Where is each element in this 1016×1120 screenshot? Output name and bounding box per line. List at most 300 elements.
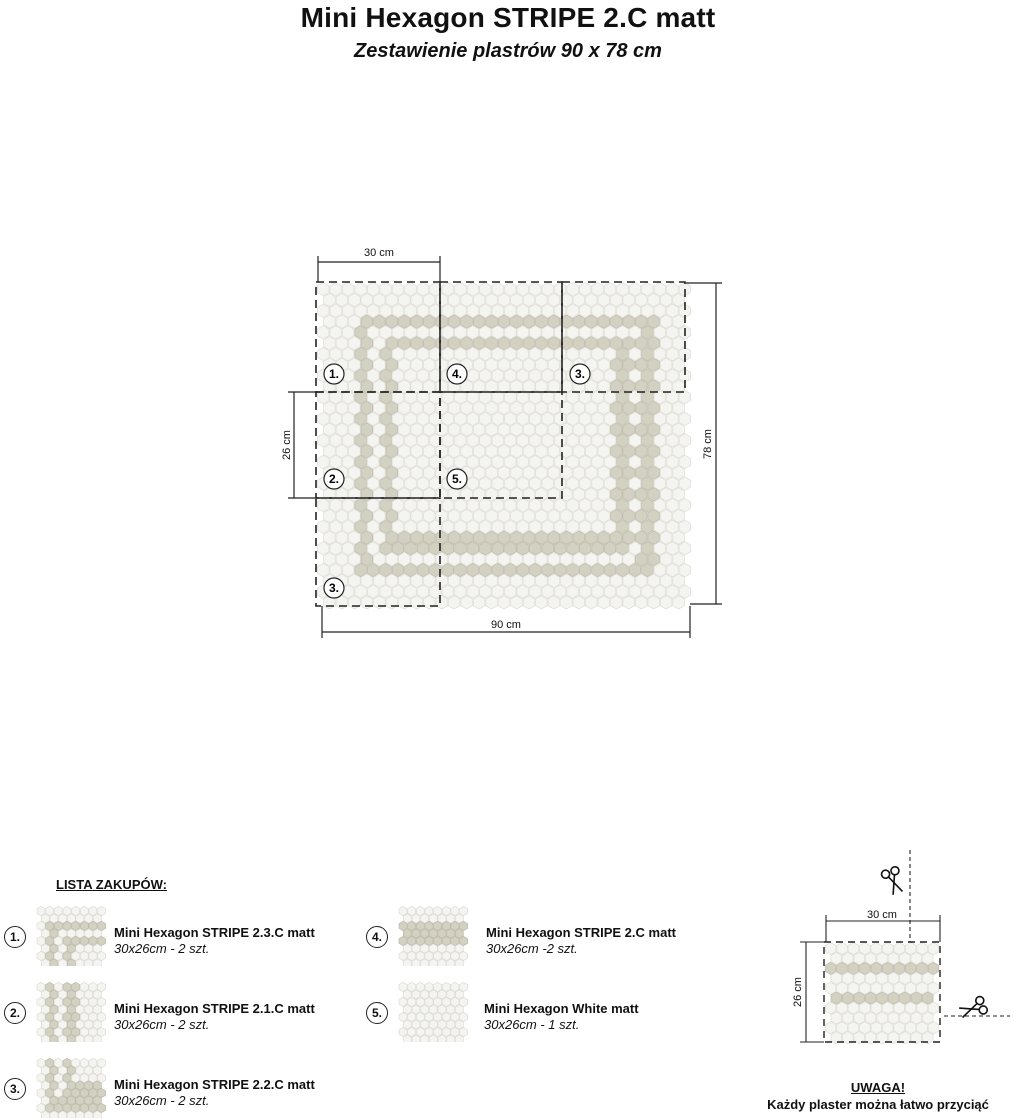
stripe-hexagon bbox=[573, 531, 585, 544]
stripe-hexagon bbox=[642, 326, 654, 339]
stripe-hexagon bbox=[523, 531, 535, 544]
white-hexagon bbox=[448, 423, 460, 436]
stripe-hexagon bbox=[455, 542, 467, 555]
stripe-hexagon bbox=[460, 936, 468, 945]
stripe-hexagon bbox=[611, 380, 623, 393]
white-hexagon bbox=[604, 347, 616, 360]
stripe-hexagon bbox=[442, 936, 450, 945]
stripe-hexagon bbox=[648, 509, 660, 522]
white-hexagon bbox=[367, 369, 379, 382]
white-hexagon bbox=[660, 423, 672, 436]
white-hexagon bbox=[480, 520, 492, 533]
item-name: Mini Hexagon White matt bbox=[484, 1001, 639, 1016]
white-hexagon bbox=[461, 488, 473, 501]
white-hexagon bbox=[554, 477, 566, 490]
stripe-hexagon bbox=[67, 944, 75, 953]
stripe-hexagon bbox=[529, 542, 541, 555]
white-hexagon bbox=[448, 445, 460, 458]
white-hexagon bbox=[673, 466, 685, 479]
white-hexagon bbox=[54, 982, 62, 991]
white-hexagon bbox=[374, 466, 386, 479]
stripe-hexagon bbox=[380, 520, 392, 533]
white-hexagon bbox=[654, 304, 666, 317]
white-hexagon bbox=[330, 434, 342, 447]
white-hexagon bbox=[473, 293, 485, 306]
white-hexagon bbox=[85, 944, 93, 953]
white-hexagon bbox=[667, 304, 679, 317]
white-hexagon bbox=[598, 380, 610, 393]
white-hexagon bbox=[498, 488, 510, 501]
white-hexagon bbox=[67, 914, 75, 923]
white-hexagon bbox=[467, 585, 479, 598]
white-hexagon bbox=[579, 326, 591, 339]
stripe-hexagon bbox=[63, 921, 71, 930]
white-hexagon bbox=[361, 293, 373, 306]
white-hexagon bbox=[317, 499, 329, 512]
white-hexagon bbox=[41, 944, 49, 953]
stripe-hexagon bbox=[467, 542, 479, 555]
white-hexagon bbox=[623, 293, 635, 306]
white-hexagon bbox=[561, 509, 573, 522]
white-hexagon bbox=[417, 347, 429, 360]
white-hexagon bbox=[529, 499, 541, 512]
white-hexagon bbox=[349, 380, 361, 393]
white-hexagon bbox=[598, 293, 610, 306]
stripe-hexagon bbox=[89, 1088, 97, 1097]
white-hexagon bbox=[654, 477, 666, 490]
stripe-hexagon bbox=[498, 337, 510, 350]
white-hexagon bbox=[399, 293, 411, 306]
stripe-hexagon bbox=[635, 445, 647, 458]
stripe-hexagon bbox=[648, 337, 660, 350]
white-hexagon bbox=[399, 358, 411, 371]
white-hexagon bbox=[425, 1012, 433, 1021]
white-hexagon bbox=[486, 553, 498, 566]
white-hexagon bbox=[336, 315, 348, 328]
white-hexagon bbox=[455, 304, 467, 317]
white-hexagon bbox=[342, 283, 354, 296]
white-hexagon bbox=[367, 434, 379, 447]
stripe-hexagon bbox=[425, 921, 433, 930]
white-hexagon bbox=[405, 326, 417, 339]
white-hexagon bbox=[411, 596, 423, 609]
dimension-top-label: 30 cm bbox=[364, 247, 394, 259]
white-hexagon bbox=[423, 358, 435, 371]
white-hexagon bbox=[93, 990, 101, 999]
white-hexagon bbox=[429, 914, 437, 923]
white-hexagon bbox=[342, 542, 354, 555]
white-hexagon bbox=[604, 283, 616, 296]
stripe-hexagon bbox=[523, 315, 535, 328]
white-hexagon bbox=[529, 455, 541, 468]
list-item bbox=[4, 982, 364, 1044]
white-hexagon bbox=[617, 304, 629, 317]
white-hexagon bbox=[567, 499, 579, 512]
white-hexagon bbox=[648, 596, 660, 609]
item-number: 1. bbox=[4, 926, 26, 948]
white-hexagon bbox=[629, 542, 641, 555]
white-hexagon bbox=[349, 596, 361, 609]
stripe-hexagon bbox=[648, 401, 660, 414]
item-spec: 30x26cm - 2 szt. bbox=[114, 1017, 210, 1032]
white-hexagon bbox=[448, 293, 460, 306]
white-hexagon bbox=[85, 990, 93, 999]
white-hexagon bbox=[554, 304, 566, 317]
tile-label: 3. bbox=[574, 367, 586, 381]
white-hexagon bbox=[567, 585, 579, 598]
stripe-hexagon bbox=[355, 542, 367, 555]
white-hexagon bbox=[536, 401, 548, 414]
stripe-hexagon bbox=[573, 337, 585, 350]
tile-label: 4. bbox=[451, 367, 463, 381]
stripe-hexagon bbox=[511, 337, 523, 350]
white-hexagon bbox=[423, 553, 435, 566]
white-hexagon bbox=[871, 943, 882, 955]
white-hexagon bbox=[473, 466, 485, 479]
white-hexagon bbox=[598, 488, 610, 501]
stripe-hexagon bbox=[380, 412, 392, 425]
white-hexagon bbox=[854, 972, 865, 984]
white-hexagon bbox=[37, 936, 45, 945]
white-hexagon bbox=[442, 997, 450, 1006]
white-hexagon bbox=[416, 1012, 424, 1021]
white-hexagon bbox=[611, 574, 623, 587]
stripe-hexagon bbox=[63, 997, 71, 1006]
white-hexagon bbox=[579, 520, 591, 533]
stripe-hexagon bbox=[928, 962, 939, 974]
stripe-hexagon bbox=[93, 1081, 101, 1090]
white-hexagon bbox=[917, 1022, 928, 1034]
white-hexagon bbox=[660, 488, 672, 501]
stripe-hexagon bbox=[894, 962, 905, 974]
white-hexagon bbox=[673, 531, 685, 544]
white-hexagon bbox=[374, 509, 386, 522]
white-hexagon bbox=[660, 401, 672, 414]
white-hexagon bbox=[417, 455, 429, 468]
stripe-hexagon bbox=[617, 369, 629, 382]
white-hexagon bbox=[421, 1005, 429, 1014]
list-item bbox=[366, 906, 746, 968]
white-hexagon bbox=[436, 574, 448, 587]
stripe-hexagon bbox=[380, 347, 392, 360]
white-hexagon bbox=[517, 304, 529, 317]
stripe-hexagon bbox=[642, 412, 654, 425]
stripe-hexagon bbox=[648, 531, 660, 544]
stripe-hexagon bbox=[399, 315, 411, 328]
stripe-hexagon bbox=[63, 1073, 71, 1082]
white-hexagon bbox=[480, 585, 492, 598]
stripe-hexagon bbox=[617, 477, 629, 490]
white-hexagon bbox=[330, 563, 342, 576]
white-hexagon bbox=[492, 434, 504, 447]
white-hexagon bbox=[317, 412, 329, 425]
white-hexagon bbox=[461, 553, 473, 566]
white-hexagon bbox=[486, 423, 498, 436]
white-hexagon bbox=[41, 914, 49, 923]
white-hexagon bbox=[654, 412, 666, 425]
white-hexagon bbox=[367, 585, 379, 598]
white-hexagon bbox=[374, 531, 386, 544]
stripe-hexagon bbox=[399, 921, 407, 930]
white-hexagon bbox=[617, 326, 629, 339]
scissors-icon bbox=[880, 866, 906, 897]
white-hexagon bbox=[411, 574, 423, 587]
white-hexagon bbox=[848, 943, 859, 955]
white-hexagon bbox=[480, 499, 492, 512]
stripe-hexagon bbox=[361, 531, 373, 544]
stripe-hexagon bbox=[411, 531, 423, 544]
white-hexagon bbox=[542, 304, 554, 317]
white-hexagon bbox=[554, 434, 566, 447]
stripe-hexagon bbox=[399, 936, 407, 945]
white-hexagon bbox=[392, 412, 404, 425]
stripe-hexagon bbox=[617, 499, 629, 512]
white-hexagon bbox=[536, 574, 548, 587]
white-hexagon bbox=[37, 1103, 45, 1112]
white-hexagon bbox=[579, 477, 591, 490]
white-hexagon bbox=[673, 596, 685, 609]
white-hexagon bbox=[505, 499, 517, 512]
stripe-hexagon bbox=[405, 542, 417, 555]
white-hexagon bbox=[871, 982, 882, 994]
stripe-hexagon bbox=[408, 921, 416, 930]
white-hexagon bbox=[399, 1027, 407, 1036]
white-hexagon bbox=[76, 1005, 84, 1014]
white-hexagon bbox=[660, 315, 672, 328]
white-hexagon bbox=[423, 574, 435, 587]
white-hexagon bbox=[399, 466, 411, 479]
white-hexagon bbox=[461, 596, 473, 609]
white-hexagon bbox=[399, 951, 407, 960]
white-hexagon bbox=[888, 972, 899, 984]
stripe-hexagon bbox=[648, 423, 660, 436]
white-hexagon bbox=[473, 423, 485, 436]
stripe-hexagon bbox=[50, 1081, 58, 1090]
tile-label: 2. bbox=[328, 472, 340, 486]
white-hexagon bbox=[455, 347, 467, 360]
white-hexagon bbox=[399, 445, 411, 458]
stripe-hexagon bbox=[629, 563, 641, 576]
white-hexagon bbox=[342, 347, 354, 360]
white-hexagon bbox=[324, 531, 336, 544]
stripe-hexagon bbox=[542, 563, 554, 576]
white-hexagon bbox=[442, 585, 454, 598]
white-hexagon bbox=[417, 369, 429, 382]
white-hexagon bbox=[37, 921, 45, 930]
tile-thumbnail bbox=[36, 906, 106, 966]
white-hexagon bbox=[416, 997, 424, 1006]
white-hexagon bbox=[486, 380, 498, 393]
white-hexagon bbox=[342, 304, 354, 317]
white-hexagon bbox=[442, 906, 450, 915]
scissors-icon bbox=[958, 995, 989, 1021]
stripe-hexagon bbox=[63, 982, 71, 991]
white-hexagon bbox=[392, 477, 404, 490]
white-hexagon bbox=[660, 509, 672, 522]
stripe-hexagon bbox=[611, 358, 623, 371]
stripe-hexagon bbox=[416, 936, 424, 945]
white-hexagon bbox=[480, 412, 492, 425]
stripe-hexagon bbox=[635, 509, 647, 522]
item-spec: 30x26cm - 2 szt. bbox=[114, 1093, 210, 1108]
stripe-hexagon bbox=[611, 337, 623, 350]
stripe-hexagon bbox=[567, 563, 579, 576]
stripe-hexagon bbox=[85, 1096, 93, 1105]
white-hexagon bbox=[667, 585, 679, 598]
stripe-hexagon bbox=[416, 921, 424, 930]
white-hexagon bbox=[436, 488, 448, 501]
stripe-hexagon bbox=[455, 563, 467, 576]
white-hexagon bbox=[635, 293, 647, 306]
stripe-hexagon bbox=[635, 380, 647, 393]
stripe-hexagon bbox=[386, 337, 398, 350]
white-hexagon bbox=[349, 337, 361, 350]
white-hexagon bbox=[635, 596, 647, 609]
white-hexagon bbox=[536, 380, 548, 393]
white-hexagon bbox=[386, 293, 398, 306]
white-hexagon bbox=[573, 445, 585, 458]
white-hexagon bbox=[349, 553, 361, 566]
stripe-hexagon bbox=[59, 1096, 67, 1105]
white-hexagon bbox=[905, 1022, 916, 1034]
white-hexagon bbox=[888, 1012, 899, 1024]
white-hexagon bbox=[349, 574, 361, 587]
white-hexagon bbox=[405, 434, 417, 447]
white-hexagon bbox=[98, 1058, 106, 1067]
white-hexagon bbox=[667, 563, 679, 576]
stripe-hexagon bbox=[517, 542, 529, 555]
white-hexagon bbox=[536, 596, 548, 609]
white-hexagon bbox=[461, 445, 473, 458]
white-hexagon bbox=[467, 477, 479, 490]
white-hexagon bbox=[467, 304, 479, 317]
white-hexagon bbox=[336, 553, 348, 566]
stripe-hexagon bbox=[386, 531, 398, 544]
white-hexagon bbox=[542, 455, 554, 468]
white-hexagon bbox=[673, 574, 685, 587]
white-hexagon bbox=[586, 553, 598, 566]
stripe-hexagon bbox=[442, 542, 454, 555]
white-hexagon bbox=[567, 347, 579, 360]
white-hexagon bbox=[98, 951, 106, 960]
white-hexagon bbox=[423, 380, 435, 393]
white-hexagon bbox=[460, 997, 468, 1006]
stripe-hexagon bbox=[412, 929, 420, 938]
white-hexagon bbox=[473, 380, 485, 393]
white-hexagon bbox=[405, 412, 417, 425]
white-hexagon bbox=[403, 914, 411, 923]
stripe-hexagon bbox=[831, 992, 842, 1004]
stripe-hexagon bbox=[642, 563, 654, 576]
item-spec: 30x26cm - 1 szt. bbox=[484, 1017, 580, 1032]
white-hexagon bbox=[928, 943, 939, 955]
stripe-hexagon bbox=[392, 563, 404, 576]
stripe-hexagon bbox=[93, 1096, 101, 1105]
white-hexagon bbox=[548, 445, 560, 458]
white-hexagon bbox=[529, 585, 541, 598]
white-hexagon bbox=[517, 369, 529, 382]
stripe-hexagon bbox=[854, 992, 865, 1004]
white-hexagon bbox=[567, 477, 579, 490]
stripe-hexagon bbox=[567, 542, 579, 555]
white-hexagon bbox=[447, 990, 455, 999]
white-hexagon bbox=[542, 585, 554, 598]
white-hexagon bbox=[461, 423, 473, 436]
tile-thumbnail bbox=[398, 982, 468, 1042]
white-hexagon bbox=[573, 553, 585, 566]
white-hexagon bbox=[324, 401, 336, 414]
white-hexagon bbox=[882, 982, 893, 994]
white-hexagon bbox=[492, 412, 504, 425]
stripe-hexagon bbox=[623, 337, 635, 350]
white-hexagon bbox=[423, 466, 435, 479]
white-hexagon bbox=[442, 1027, 450, 1036]
white-hexagon bbox=[461, 509, 473, 522]
white-hexagon bbox=[442, 347, 454, 360]
white-hexagon bbox=[888, 952, 899, 964]
stripe-hexagon bbox=[392, 542, 404, 555]
stripe-hexagon bbox=[492, 563, 504, 576]
stripe-hexagon bbox=[355, 477, 367, 490]
white-hexagon bbox=[425, 951, 433, 960]
stripe-hexagon bbox=[498, 315, 510, 328]
white-hexagon bbox=[542, 326, 554, 339]
white-hexagon bbox=[461, 401, 473, 414]
white-hexagon bbox=[586, 445, 598, 458]
white-hexagon bbox=[667, 412, 679, 425]
stripe-hexagon bbox=[461, 315, 473, 328]
stripe-hexagon bbox=[623, 315, 635, 328]
stripe-hexagon bbox=[361, 509, 373, 522]
white-hexagon bbox=[573, 401, 585, 414]
white-hexagon bbox=[911, 1012, 922, 1024]
white-hexagon bbox=[573, 488, 585, 501]
white-hexagon bbox=[374, 488, 386, 501]
white-hexagon bbox=[660, 574, 672, 587]
stripe-hexagon bbox=[611, 531, 623, 544]
cut-dimension-left-label: 26 cm bbox=[792, 977, 804, 1007]
white-hexagon bbox=[399, 906, 407, 915]
stripe-hexagon bbox=[623, 466, 635, 479]
white-hexagon bbox=[425, 982, 433, 991]
stripe-hexagon bbox=[50, 1066, 58, 1075]
white-hexagon bbox=[429, 990, 437, 999]
white-hexagon bbox=[399, 1012, 407, 1021]
white-hexagon bbox=[80, 951, 88, 960]
white-hexagon bbox=[451, 1027, 459, 1036]
white-hexagon bbox=[473, 574, 485, 587]
white-hexagon bbox=[480, 283, 492, 296]
stripe-hexagon bbox=[604, 563, 616, 576]
stripe-hexagon bbox=[50, 1096, 58, 1105]
white-hexagon bbox=[660, 531, 672, 544]
stripe-hexagon bbox=[635, 401, 647, 414]
white-hexagon bbox=[436, 553, 448, 566]
white-hexagon bbox=[80, 997, 88, 1006]
white-hexagon bbox=[679, 434, 691, 447]
stripe-hexagon bbox=[611, 315, 623, 328]
white-hexagon bbox=[679, 542, 691, 555]
white-hexagon bbox=[336, 445, 348, 458]
white-hexagon bbox=[511, 488, 523, 501]
stripe-hexagon bbox=[361, 488, 373, 501]
white-hexagon bbox=[436, 445, 448, 458]
stripe-hexagon bbox=[480, 563, 492, 576]
white-hexagon bbox=[900, 952, 911, 964]
stripe-hexagon bbox=[611, 488, 623, 501]
stripe-hexagon bbox=[46, 936, 54, 945]
white-hexagon bbox=[548, 380, 560, 393]
